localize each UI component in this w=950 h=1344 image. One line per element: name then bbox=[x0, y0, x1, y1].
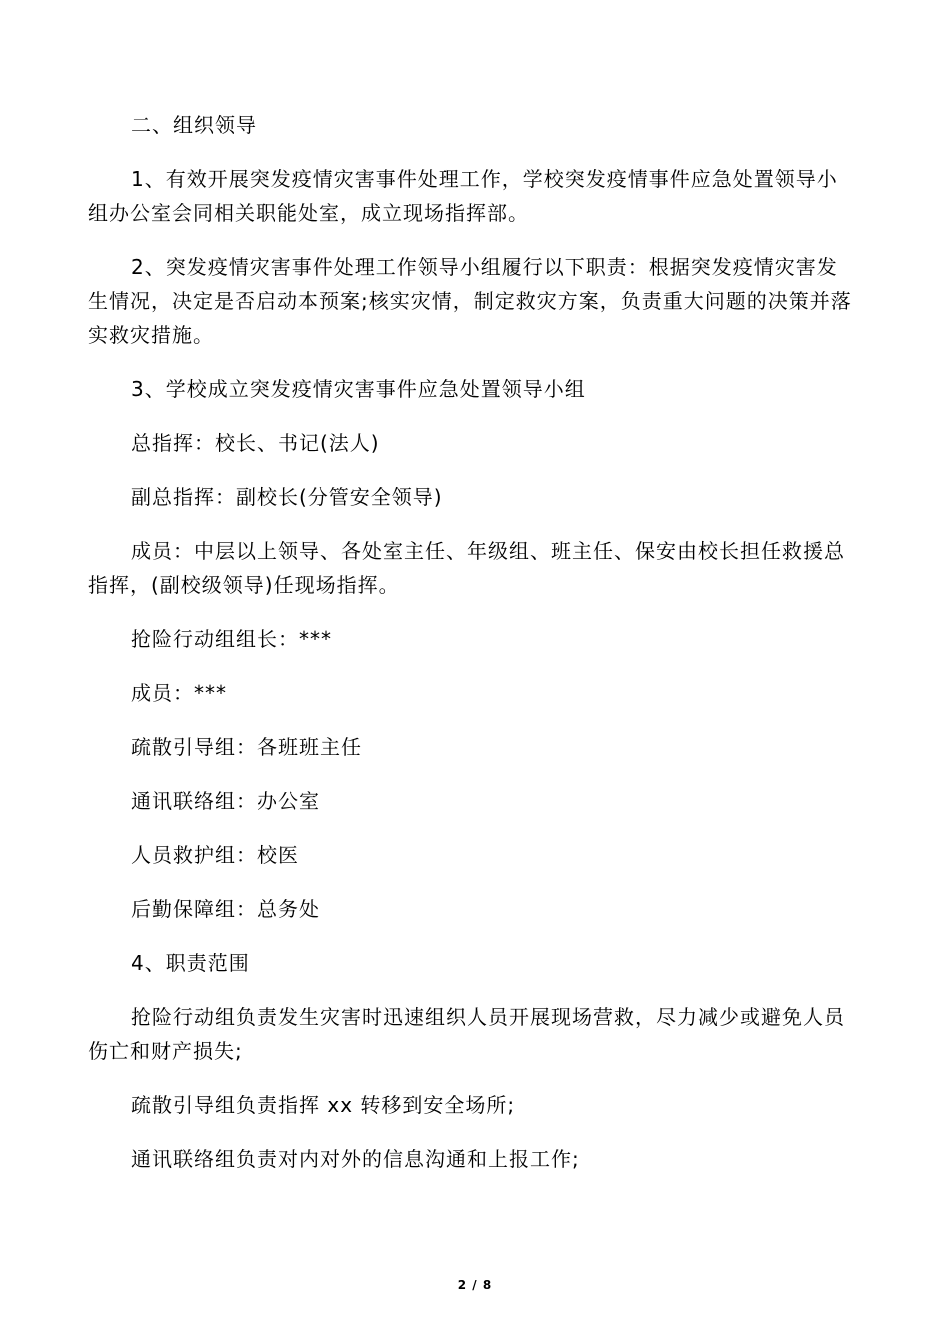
paragraph: 通讯联络组：办公室 bbox=[131, 789, 320, 813]
paragraph: 总指挥：校长、书记(法人) bbox=[131, 431, 380, 455]
paragraph: 2、突发疫情灾害事件处理工作领导小组履行以下职责：根据突发疫情灾害发生情况，决定是否启动本预案;核实灾情，制定救灾方案，负责重大问题的决策并落实救灾措施。 bbox=[88, 255, 852, 347]
paragraph: 后勤保障组：总务处 bbox=[131, 897, 320, 921]
paragraph: 副总指挥：副校长(分管安全领导) bbox=[131, 485, 443, 509]
paragraph: 成员：中层以上领导、各处室主任、年级组、班主任、保安由校长担任救援总指挥，(副校级领导)任现场指挥。 bbox=[88, 539, 845, 597]
section-heading: 二、组织领导 bbox=[131, 113, 257, 137]
page-number: 2 / 8 bbox=[457, 1278, 493, 1292]
paragraph: 4、职责范围 bbox=[131, 951, 250, 975]
paragraph: 抢险行动组组长：*** bbox=[131, 627, 332, 651]
paragraph: 1、有效开展突发疫情灾害事件处理工作，学校突发疫情事件应急处置领导小组办公室会同相关职能处室，成立现场指挥部。 bbox=[88, 167, 838, 225]
paragraph: 成员：*** bbox=[131, 681, 227, 705]
paragraph: 3、学校成立突发疫情灾害事件应急处置领导小组 bbox=[131, 377, 586, 401]
paragraph: 疏散引导组：各班班主任 bbox=[131, 735, 362, 759]
document-body bbox=[88, 108, 858, 1196]
paragraph: 抢险行动组负责发生灾害时迅速组织人员开展现场营救，尽力减少或避免人员伤亡和财产损失; bbox=[88, 1005, 845, 1063]
paragraph: 疏散引导组负责指挥 xx 转移到安全场所; bbox=[131, 1093, 516, 1117]
paragraph: 通讯联络组负责对内对外的信息沟通和上报工作; bbox=[131, 1147, 580, 1171]
paragraph: 人员救护组：校医 bbox=[131, 843, 299, 867]
